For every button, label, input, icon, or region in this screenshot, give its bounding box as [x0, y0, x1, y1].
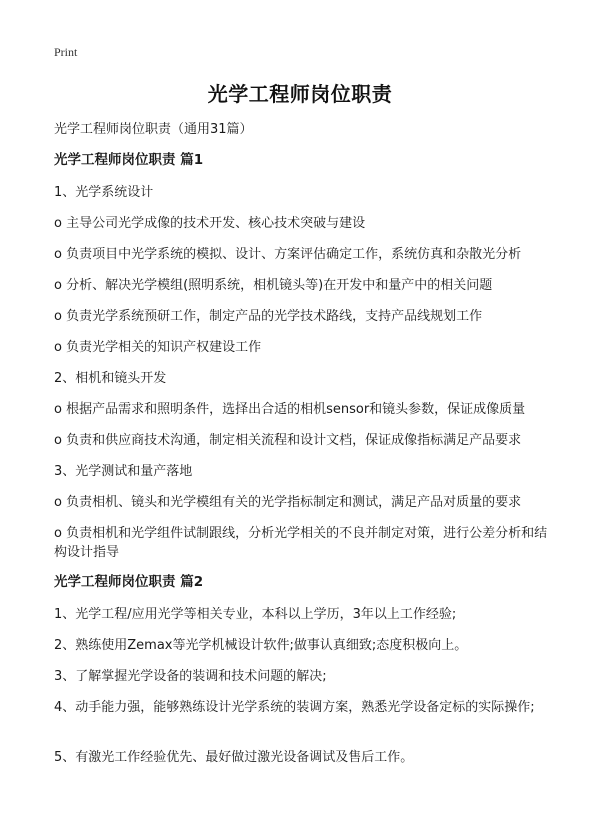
section-2-line: 5、有激光工作经验优先、最好做过激光设备调试及售后工作。: [54, 750, 414, 765]
section-2-line: 2、熟练使用Zemax等光学机械设计软件;做事认真细致;态度积极向上。: [54, 638, 468, 653]
section-1-line: 2、相机和镜头开发: [54, 371, 167, 386]
section-heading-2: 光学工程师岗位职责 篇2: [54, 574, 204, 590]
section-1-line: o 负责和供应商技术沟通，制定相关流程和设计文档，保证成像指标满足产品要求: [54, 433, 522, 448]
section-1-line: o 负责项目中光学系统的模拟、设计、方案评估确定工作，系统仿真和杂散光分析: [54, 247, 522, 262]
section-2-line: 1、光学工程/应用光学等相关专业，本科以上学历，3年以上工作经验;: [54, 607, 457, 622]
section-1-line: o 主导公司光学成像的技术开发、核心技术突破与建设: [54, 216, 366, 231]
document-subtitle: 光学工程师岗位职责（通用31篇）: [54, 122, 253, 137]
section-1-line: 3、光学测试和量产落地: [54, 464, 193, 479]
section-2-line: 3、了解掌握光学设备的装调和技术问题的解决;: [54, 669, 327, 684]
section-1-line: o 负责光学系统预研工作，制定产品的光学技术路线，支持产品线规划工作: [54, 309, 483, 324]
section-1-line: o 负责光学相关的知识产权建设工作: [54, 340, 262, 355]
page-title: 光学工程师岗位职责: [207, 82, 393, 106]
section-1-line: o 负责相机、镜头和光学模组有关的光学指标制定和测试，满足产品对质量的要求: [54, 495, 522, 510]
section-heading-1: 光学工程师岗位职责 篇1: [54, 152, 204, 168]
section-1-line: 1、光学系统设计: [54, 185, 154, 200]
section-1-line: o 根据产品需求和照明条件，选择出合适的相机sensor和镜头参数，保证成像质量: [54, 402, 526, 417]
print-label: Print: [54, 45, 78, 59]
section-1-line: o 负责相机和光学组件试制跟线，分析光学相关的不良并制定对策，进行公差分析和结构设计指导: [54, 526, 548, 560]
section-1-line: o 分析、解决光学模组(照明系统，相机镜头等)在开发中和量产中的相关问题: [54, 278, 493, 293]
section-2-line: 4、动手能力强，能够熟练设计光学系统的装调方案，熟悉光学设备定标的实际操作;: [54, 700, 535, 715]
